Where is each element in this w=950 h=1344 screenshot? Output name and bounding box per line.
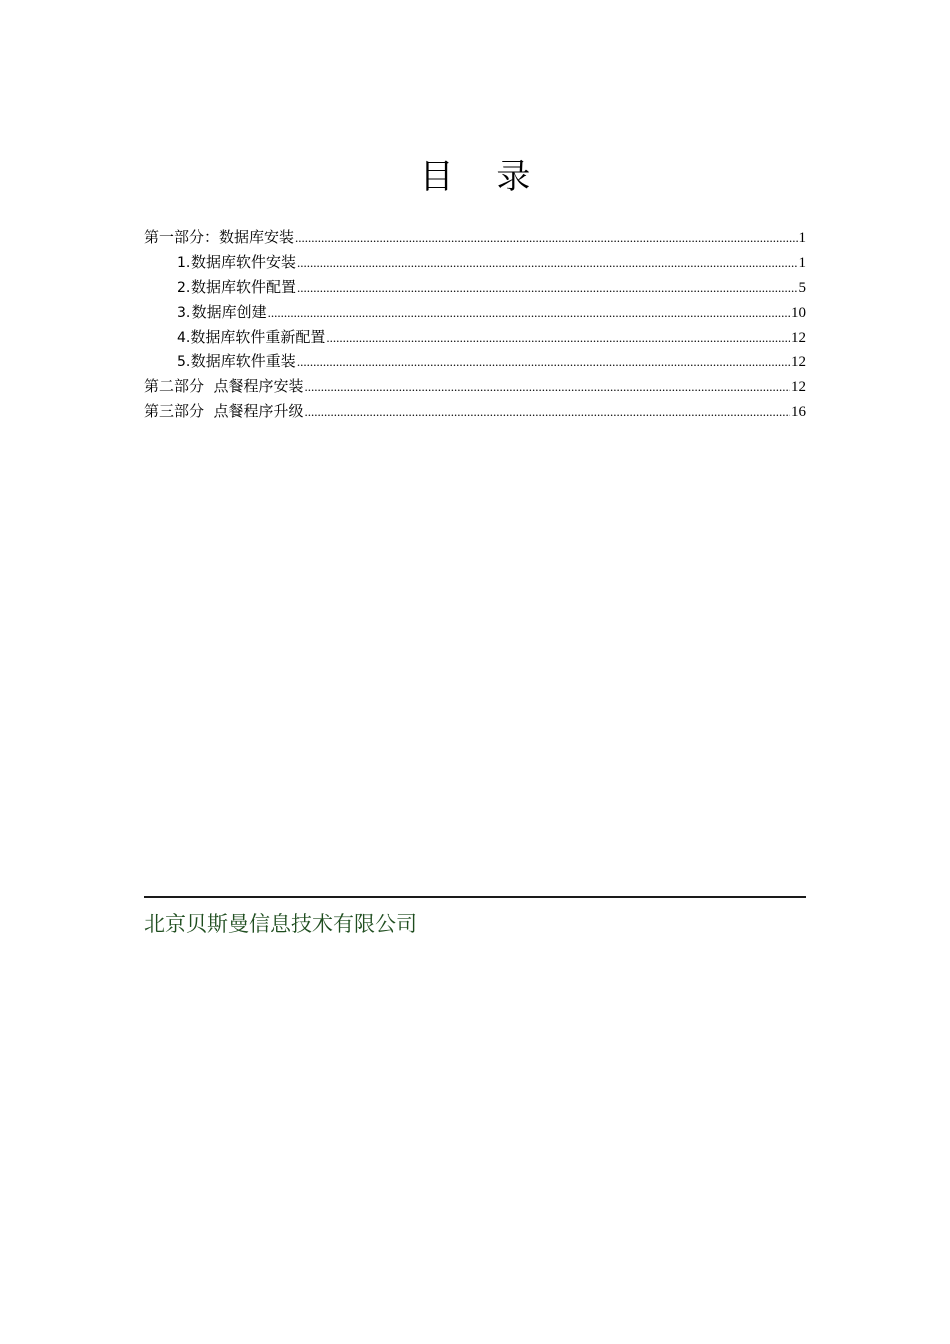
toc-entry-number: 5. bbox=[177, 354, 191, 371]
toc-page-number: 10 bbox=[791, 304, 806, 321]
toc-leader-dots bbox=[297, 276, 797, 301]
toc-page-number: 12 bbox=[791, 329, 806, 346]
toc-page-number: 5 bbox=[798, 279, 806, 296]
toc-page-number: 12 bbox=[791, 379, 806, 396]
toc-leader-dots bbox=[268, 301, 790, 326]
toc-page-number: 1 bbox=[798, 230, 806, 246]
toc-page-number: 12 bbox=[791, 354, 806, 371]
toc-entry-label: 数据库软件重新配置 bbox=[190, 327, 326, 346]
footer-divider bbox=[144, 896, 806, 898]
toc-leader-dots bbox=[297, 251, 797, 276]
toc-leader-dots bbox=[295, 226, 797, 251]
toc-entry-number: 4. bbox=[177, 329, 191, 346]
toc-entry-part-3[interactable] bbox=[144, 399, 806, 424]
toc-entry-part-1[interactable] bbox=[144, 225, 806, 250]
toc-leader-dots bbox=[305, 400, 790, 425]
toc-leader-dots bbox=[326, 326, 790, 351]
toc-entry-label: 第三部分 点餐程序升级 bbox=[144, 402, 304, 421]
toc-leader-dots bbox=[297, 350, 790, 375]
footer-company-name: 北京贝斯曼信息技术有限公司 bbox=[144, 912, 417, 936]
toc-entry-part-2[interactable] bbox=[144, 374, 806, 399]
toc-entry-4[interactable] bbox=[144, 325, 806, 350]
toc-page-number: 16 bbox=[791, 404, 806, 421]
table-of-contents bbox=[144, 225, 806, 424]
toc-entry-number: 2. bbox=[177, 279, 191, 296]
toc-entry-5[interactable] bbox=[144, 349, 806, 374]
toc-entry-label: 数据库创建 bbox=[191, 302, 267, 321]
toc-entry-label: 第二部分 点餐程序安装 bbox=[144, 377, 304, 396]
toc-entry-number: 3. bbox=[177, 304, 191, 321]
toc-entry-label: 数据库软件重装 bbox=[190, 352, 296, 371]
toc-entry-number: 1. bbox=[177, 254, 191, 271]
document-title: 目 录 bbox=[419, 157, 547, 197]
toc-page-number: 1 bbox=[798, 254, 806, 271]
toc-entry-label: 第一部分：数据库安装 bbox=[144, 228, 295, 246]
toc-leader-dots bbox=[305, 375, 790, 400]
toc-entry-3[interactable] bbox=[144, 300, 806, 325]
toc-entry-label: 数据库软件安装 bbox=[191, 252, 297, 271]
toc-entry-label: 数据库软件配置 bbox=[191, 277, 297, 296]
toc-entry-2[interactable] bbox=[144, 275, 806, 300]
toc-entry-1[interactable] bbox=[144, 250, 806, 275]
